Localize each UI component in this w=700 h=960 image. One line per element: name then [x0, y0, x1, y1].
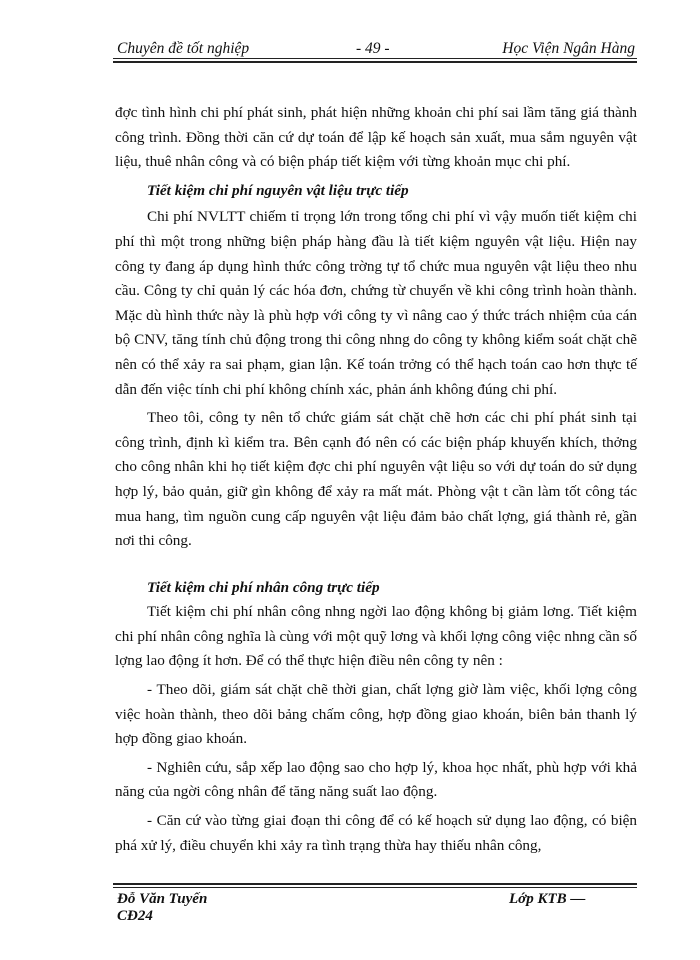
- footer-class: Lớp KTB —: [509, 891, 586, 907]
- section-heading-materials: Tiết kiệm chi phí nguyên vật liệu trực tiếp: [147, 181, 409, 199]
- page-footer: [113, 888, 637, 928]
- paragraph-labor-intro: Tiết kiệm chi phí nhân công nhng ngời lao động không bị giảm lơng. Tiết kiệm chi phí nhân công nghĩa là cùng với một quỹ lơng và khối lợng công việc nhng cần số lợng lao động ít hơn. Để có thể thực hiện điều nên công ty nên :: [115, 603, 637, 670]
- footer-rule-thick: [113, 883, 637, 885]
- header-rule-thin: [113, 58, 637, 59]
- list-item-labor-monitoring: - Theo dõi, giám sát chặt chẽ thời gian, chất lợng giờ làm việc, khối lợng công việc hoàn thành, theo dõi bảng chấm công, hợp đồng giao khoán, biên bản thanh lý hợp đồng giao khoán.: [115, 681, 637, 748]
- paragraph-materials-intro: Chi phí NVLTT chiếm tỉ trọng lớn trong tổng chi phí vì vậy muốn tiết kiệm chi phí thì một trong những biện pháp hàng đầu là tiết kiệm nguyên vật liệu. Hiện nay công ty đang áp dụng hình thức công trờng tự tổ chức mua nguyên vật liệu theo nhu cầu. Công ty chỉ quản lý các hóa đơn, chứng từ chuyển về khi công trình hoàn thành. Mặc dù hình thức này là phù hợp với công ty vì nâng cao ý thức trách nhiệm của cán bộ CNV, tăng tính chủ động trong thi công nhng do công ty không kiểm soát chặt chẽ nên có thể xảy ra sai phạm, gian lận. Kế toán trởng có thể hạch toán cao hơn thực tế dẫn đến việc tính chi phí không chính xác, phản ánh không đúng chi phí.: [115, 208, 637, 398]
- header-rule-thick: [113, 61, 637, 63]
- paragraph-continuation: đợc tình hình chi phí phát sinh, phát hiện những khoản chi phí sai lầm tăng giá thành công trình. Đồng thời căn cứ dự toán để lập kế hoạch sản xuất, mua sắm nguyên vật liệu, thuê nhân công và có biện pháp tiết kiệm với từng khoản mục chi phí.: [115, 104, 637, 171]
- footer-author: [117, 891, 207, 925]
- list-item-labor-arrangement: - Nghiên cứu, sắp xếp lao động sao cho hợp lý, khoa học nhất, phù hợp với khả năng của ngời công nhân để tăng năng suất lao động.: [115, 758, 637, 801]
- paragraph-materials-proposal: Theo tôi, công ty nên tổ chức giám sát chặt chẽ hơn các chi phí phát sinh tại công trình, định kì kiểm tra. Bên cạnh đó nên có các biện pháp khuyến khích, thởng cho công nhân khi họ tiết kiệm đợc chi phí nguyên vật liệu so với dự toán do sử dụng hợp lý, bảo quản, giữ gìn không để xảy ra mất mát. Phòng vật t cần làm tốt công tác mua hang, tìm nguồn cung cấp nguyên vật liệu đảm bảo chất lợng, giá thành rẻ, gần nơi thi công.: [115, 409, 637, 550]
- page-body: [115, 101, 637, 862]
- section-heading-labor: Tiết kiệm chi phí nhân công trực tiếp: [147, 578, 380, 596]
- header-institution: Học Viện Ngân Hàng: [502, 40, 635, 57]
- page-header: [113, 36, 637, 60]
- footer-author-name: Đỗ Văn Tuyến: [117, 891, 208, 907]
- header-document-type: Chuyên đề tốt nghiệp: [117, 40, 250, 57]
- page-number: - 49 -: [356, 40, 390, 57]
- list-item-labor-planning: - Căn cứ vào từng giai đoạn thi công để có kế hoạch sử dụng lao động, có biện phá xử lý, điều chuyển khi xảy ra tình trạng thừa hay thiếu nhân công,: [115, 812, 637, 854]
- footer-author-class-code: CĐ24: [117, 908, 153, 924]
